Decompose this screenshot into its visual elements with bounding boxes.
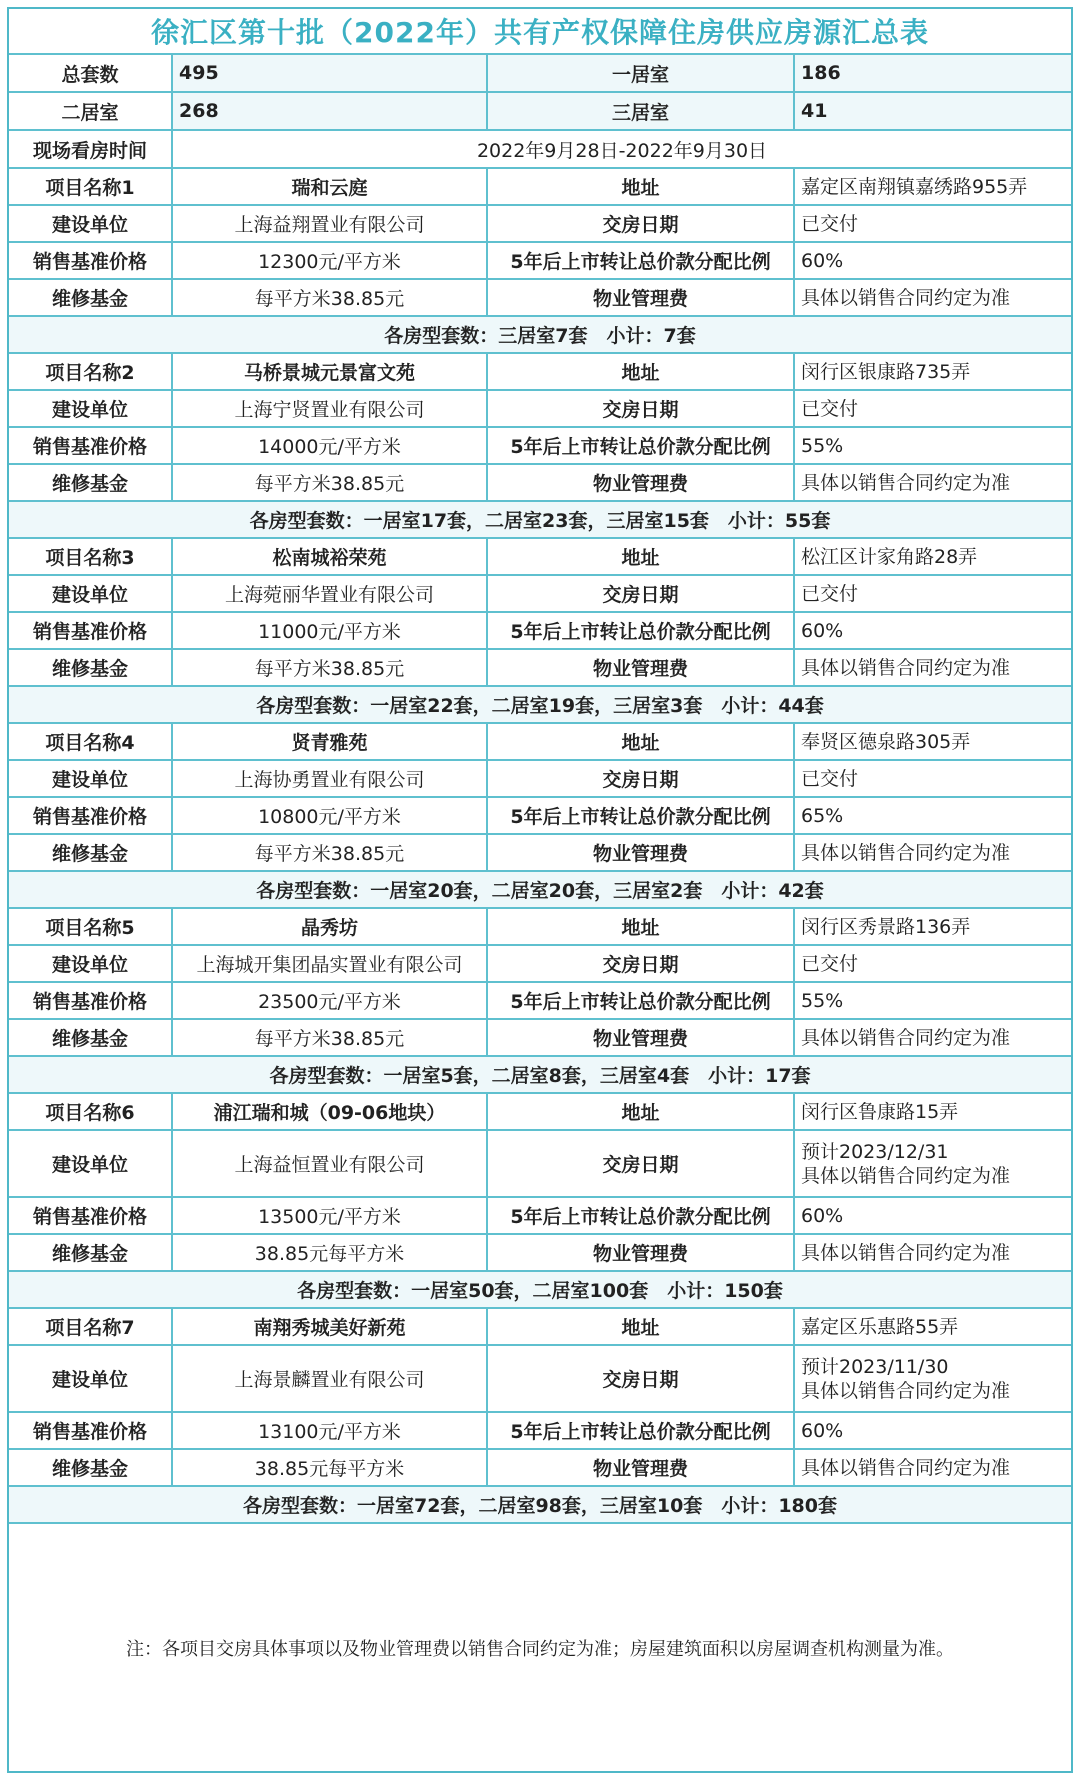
address-value: 松江区计家角路28弄 bbox=[801, 545, 978, 568]
builder-value: 上海协勇置业有限公司 bbox=[173, 761, 488, 796]
project-5-row-5 bbox=[9, 1057, 1071, 1094]
title-row bbox=[9, 9, 1071, 55]
project-6-row-4 bbox=[9, 1235, 1071, 1272]
project-2-row-4 bbox=[9, 465, 1071, 502]
fund-label: 维修基金 bbox=[9, 835, 173, 870]
ratio-label: 5年后上市转让总价款分配比例 bbox=[488, 1413, 795, 1448]
mgmt-value: 具体以销售合同约定为准 bbox=[801, 1026, 1011, 1049]
project-3-row-4 bbox=[9, 650, 1071, 687]
project-6-row-2 bbox=[9, 1131, 1071, 1198]
address-value: 闵行区鲁康路15弄 bbox=[801, 1100, 959, 1123]
fund-label: 维修基金 bbox=[9, 465, 173, 500]
unit-breakdown: 各房型套数：一居室5套，二居室8套，三居室4套 小计：17套 bbox=[269, 1065, 811, 1087]
project-name: 贤青雅苑 bbox=[173, 724, 488, 759]
price-value: 23500元/平方米 bbox=[173, 983, 488, 1018]
project-2-row-5 bbox=[9, 502, 1071, 539]
delivery-label: 交房日期 bbox=[488, 761, 795, 796]
project-3-row-1 bbox=[9, 539, 1071, 576]
address-label: 地址 bbox=[488, 909, 795, 944]
one-bedroom-label: 一居室 bbox=[488, 55, 795, 91]
project-7-row-4 bbox=[9, 1450, 1071, 1487]
ratio-label: 5年后上市转让总价款分配比例 bbox=[488, 613, 795, 648]
builder-value: 上海益翔置业有限公司 bbox=[173, 206, 488, 241]
delivery-value: 预计2023/12/31 具体以销售合同约定为准 bbox=[801, 1140, 1011, 1187]
mgmt-value: 具体以销售合同约定为准 bbox=[801, 1241, 1011, 1264]
three-bedroom-label: 三居室 bbox=[488, 93, 795, 129]
summary-row-2 bbox=[9, 93, 1071, 131]
project-4-row-4 bbox=[9, 835, 1071, 872]
price-value: 13500元/平方米 bbox=[173, 1198, 488, 1233]
mgmt-value: 具体以销售合同约定为准 bbox=[801, 471, 1011, 494]
ratio-value: 60% bbox=[801, 249, 844, 272]
ratio-label: 5年后上市转让总价款分配比例 bbox=[488, 798, 795, 833]
viewing-time-label: 现场看房时间 bbox=[9, 131, 173, 167]
project-5-row-3 bbox=[9, 983, 1071, 1020]
mgmt-value: 具体以销售合同约定为准 bbox=[801, 841, 1011, 864]
delivery-label: 交房日期 bbox=[488, 206, 795, 241]
builder-label: 建设单位 bbox=[9, 761, 173, 796]
footnote: 注：各项目交房具体事项以及物业管理费以销售合同约定为准；房屋建筑面积以房屋调查机构测量为准。 bbox=[126, 1638, 954, 1660]
project-1-row-3 bbox=[9, 243, 1071, 280]
project-name: 浦江瑞和城（09-06地块） bbox=[173, 1094, 488, 1129]
address-value: 闵行区秀景路136弄 bbox=[801, 915, 971, 938]
address-label: 地址 bbox=[488, 539, 795, 574]
three-bedroom-value: 41 bbox=[801, 100, 828, 122]
delivery-value: 已交付 bbox=[801, 212, 859, 235]
fund-value: 每平方米38.85元 bbox=[173, 835, 488, 870]
price-label: 销售基准价格 bbox=[9, 428, 173, 463]
project-3-row-2 bbox=[9, 576, 1071, 613]
ratio-value: 55% bbox=[801, 989, 844, 1012]
project-4-row-3 bbox=[9, 798, 1071, 835]
project-5-row-4 bbox=[9, 1020, 1071, 1057]
address-label: 地址 bbox=[488, 169, 795, 204]
summary-row-1 bbox=[9, 55, 1071, 93]
project-5-row-1 bbox=[9, 909, 1071, 946]
price-label: 销售基准价格 bbox=[9, 798, 173, 833]
price-value: 12300元/平方米 bbox=[173, 243, 488, 278]
ratio-label: 5年后上市转让总价款分配比例 bbox=[488, 983, 795, 1018]
ratio-value: 60% bbox=[801, 1204, 844, 1227]
mgmt-label: 物业管理费 bbox=[488, 1020, 795, 1055]
price-label: 销售基准价格 bbox=[9, 1198, 173, 1233]
address-label: 地址 bbox=[488, 1094, 795, 1129]
project-7-row-5 bbox=[9, 1487, 1071, 1524]
project-5-row-2 bbox=[9, 946, 1071, 983]
address-value: 嘉定区乐惠路55弄 bbox=[801, 1315, 959, 1338]
project-2-row-1 bbox=[9, 354, 1071, 391]
project-7-row-1 bbox=[9, 1309, 1071, 1346]
project-6-row-1 bbox=[9, 1094, 1071, 1131]
project-2-row-2 bbox=[9, 391, 1071, 428]
project-label: 项目名称1 bbox=[9, 169, 173, 204]
price-label: 销售基准价格 bbox=[9, 1413, 173, 1448]
fund-label: 维修基金 bbox=[9, 1450, 173, 1485]
project-1-row-1 bbox=[9, 169, 1071, 206]
unit-breakdown: 各房型套数：三居室7套 小计：7套 bbox=[384, 325, 696, 347]
mgmt-label: 物业管理费 bbox=[488, 1235, 795, 1270]
builder-label: 建设单位 bbox=[9, 391, 173, 426]
viewing-time-value: 2022年9月28日-2022年9月30日 bbox=[476, 139, 768, 162]
project-1-row-4 bbox=[9, 280, 1071, 317]
delivery-label: 交房日期 bbox=[488, 576, 795, 611]
mgmt-value: 具体以销售合同约定为准 bbox=[801, 286, 1011, 309]
project-4-row-2 bbox=[9, 761, 1071, 798]
delivery-value: 已交付 bbox=[801, 397, 859, 420]
price-value: 11000元/平方米 bbox=[173, 613, 488, 648]
mgmt-value: 具体以销售合同约定为准 bbox=[801, 1456, 1011, 1479]
builder-value: 上海益恒置业有限公司 bbox=[173, 1131, 488, 1196]
project-2-row-3 bbox=[9, 428, 1071, 465]
delivery-value: 预计2023/11/30 具体以销售合同约定为准 bbox=[801, 1355, 1011, 1402]
builder-label: 建设单位 bbox=[9, 946, 173, 981]
project-name: 马桥景城元景富文苑 bbox=[173, 354, 488, 389]
address-label: 地址 bbox=[488, 354, 795, 389]
project-name: 松南城裕荣苑 bbox=[173, 539, 488, 574]
fund-label: 维修基金 bbox=[9, 280, 173, 315]
project-7-row-3 bbox=[9, 1413, 1071, 1450]
project-1-row-5 bbox=[9, 317, 1071, 354]
fund-value: 每平方米38.85元 bbox=[173, 1020, 488, 1055]
project-name: 瑞和云庭 bbox=[173, 169, 488, 204]
address-label: 地址 bbox=[488, 1309, 795, 1344]
housing-summary-table bbox=[7, 7, 1073, 1773]
project-label: 项目名称6 bbox=[9, 1094, 173, 1129]
project-label: 项目名称3 bbox=[9, 539, 173, 574]
unit-breakdown: 各房型套数：一居室50套，二居室100套 小计：150套 bbox=[297, 1280, 783, 1302]
delivery-label: 交房日期 bbox=[488, 391, 795, 426]
project-3-row-3 bbox=[9, 613, 1071, 650]
mgmt-label: 物业管理费 bbox=[488, 280, 795, 315]
fund-label: 维修基金 bbox=[9, 650, 173, 685]
price-label: 销售基准价格 bbox=[9, 983, 173, 1018]
price-value: 13100元/平方米 bbox=[173, 1413, 488, 1448]
fund-value: 每平方米38.85元 bbox=[173, 465, 488, 500]
builder-value: 上海城开集团晶实置业有限公司 bbox=[173, 946, 488, 981]
address-value: 闵行区银康路735弄 bbox=[801, 360, 971, 383]
delivery-label: 交房日期 bbox=[488, 1346, 795, 1411]
project-6-row-5 bbox=[9, 1272, 1071, 1309]
price-value: 10800元/平方米 bbox=[173, 798, 488, 833]
fund-label: 维修基金 bbox=[9, 1020, 173, 1055]
project-name: 晶秀坊 bbox=[173, 909, 488, 944]
unit-breakdown: 各房型套数：一居室72套，二居室98套，三居室10套 小计：180套 bbox=[243, 1495, 837, 1517]
ratio-label: 5年后上市转让总价款分配比例 bbox=[488, 428, 795, 463]
unit-breakdown: 各房型套数：一居室22套，二居室19套，三居室3套 小计：44套 bbox=[256, 695, 824, 717]
price-value: 14000元/平方米 bbox=[173, 428, 488, 463]
delivery-label: 交房日期 bbox=[488, 1131, 795, 1196]
address-label: 地址 bbox=[488, 724, 795, 759]
fund-value: 38.85元每平方米 bbox=[173, 1450, 488, 1485]
mgmt-label: 物业管理费 bbox=[488, 465, 795, 500]
project-6-row-3 bbox=[9, 1198, 1071, 1235]
fund-value: 每平方米38.85元 bbox=[173, 650, 488, 685]
project-7-row-2 bbox=[9, 1346, 1071, 1413]
project-4-row-1 bbox=[9, 724, 1071, 761]
delivery-value: 已交付 bbox=[801, 582, 859, 605]
mgmt-label: 物业管理费 bbox=[488, 835, 795, 870]
builder-value: 上海宁贤置业有限公司 bbox=[173, 391, 488, 426]
project-label: 项目名称2 bbox=[9, 354, 173, 389]
one-bedroom-value: 186 bbox=[801, 62, 841, 84]
total-units-value: 495 bbox=[173, 55, 488, 91]
page-title: 徐汇区第十批（2022年）共有产权保障住房供应房源汇总表 bbox=[151, 16, 929, 49]
project-label: 项目名称5 bbox=[9, 909, 173, 944]
builder-value: 上海菀丽华置业有限公司 bbox=[173, 576, 488, 611]
unit-breakdown: 各房型套数：一居室17套，二居室23套，三居室15套 小计：55套 bbox=[249, 510, 831, 532]
builder-label: 建设单位 bbox=[9, 1346, 173, 1411]
address-value: 嘉定区南翔镇嘉绣路955弄 bbox=[801, 175, 1028, 198]
project-name: 南翔秀城美好新苑 bbox=[173, 1309, 488, 1344]
mgmt-label: 物业管理费 bbox=[488, 1450, 795, 1485]
project-1-row-2 bbox=[9, 206, 1071, 243]
price-label: 销售基准价格 bbox=[9, 613, 173, 648]
two-bedroom-value: 268 bbox=[173, 93, 488, 129]
ratio-value: 60% bbox=[801, 619, 844, 642]
note-row bbox=[9, 1524, 1071, 1771]
price-label: 销售基准价格 bbox=[9, 243, 173, 278]
total-units-label: 总套数 bbox=[9, 55, 173, 91]
delivery-value: 已交付 bbox=[801, 952, 859, 975]
fund-label: 维修基金 bbox=[9, 1235, 173, 1270]
project-label: 项目名称7 bbox=[9, 1309, 173, 1344]
builder-label: 建设单位 bbox=[9, 1131, 173, 1196]
ratio-label: 5年后上市转让总价款分配比例 bbox=[488, 243, 795, 278]
project-3-row-5 bbox=[9, 687, 1071, 724]
project-4-row-5 bbox=[9, 872, 1071, 909]
ratio-value: 60% bbox=[801, 1419, 844, 1442]
delivery-value: 已交付 bbox=[801, 767, 859, 790]
address-value: 奉贤区德泉路305弄 bbox=[801, 730, 971, 753]
mgmt-label: 物业管理费 bbox=[488, 650, 795, 685]
builder-value: 上海景麟置业有限公司 bbox=[173, 1346, 488, 1411]
ratio-value: 55% bbox=[801, 434, 844, 457]
delivery-label: 交房日期 bbox=[488, 946, 795, 981]
ratio-label: 5年后上市转让总价款分配比例 bbox=[488, 1198, 795, 1233]
ratio-value: 65% bbox=[801, 804, 844, 827]
builder-label: 建设单位 bbox=[9, 206, 173, 241]
viewing-row bbox=[9, 131, 1071, 169]
fund-value: 每平方米38.85元 bbox=[173, 280, 488, 315]
mgmt-value: 具体以销售合同约定为准 bbox=[801, 656, 1011, 679]
two-bedroom-label: 二居室 bbox=[9, 93, 173, 129]
builder-label: 建设单位 bbox=[9, 576, 173, 611]
fund-value: 38.85元每平方米 bbox=[173, 1235, 488, 1270]
project-label: 项目名称4 bbox=[9, 724, 173, 759]
unit-breakdown: 各房型套数：一居室20套，二居室20套，三居室2套 小计：42套 bbox=[256, 880, 824, 902]
